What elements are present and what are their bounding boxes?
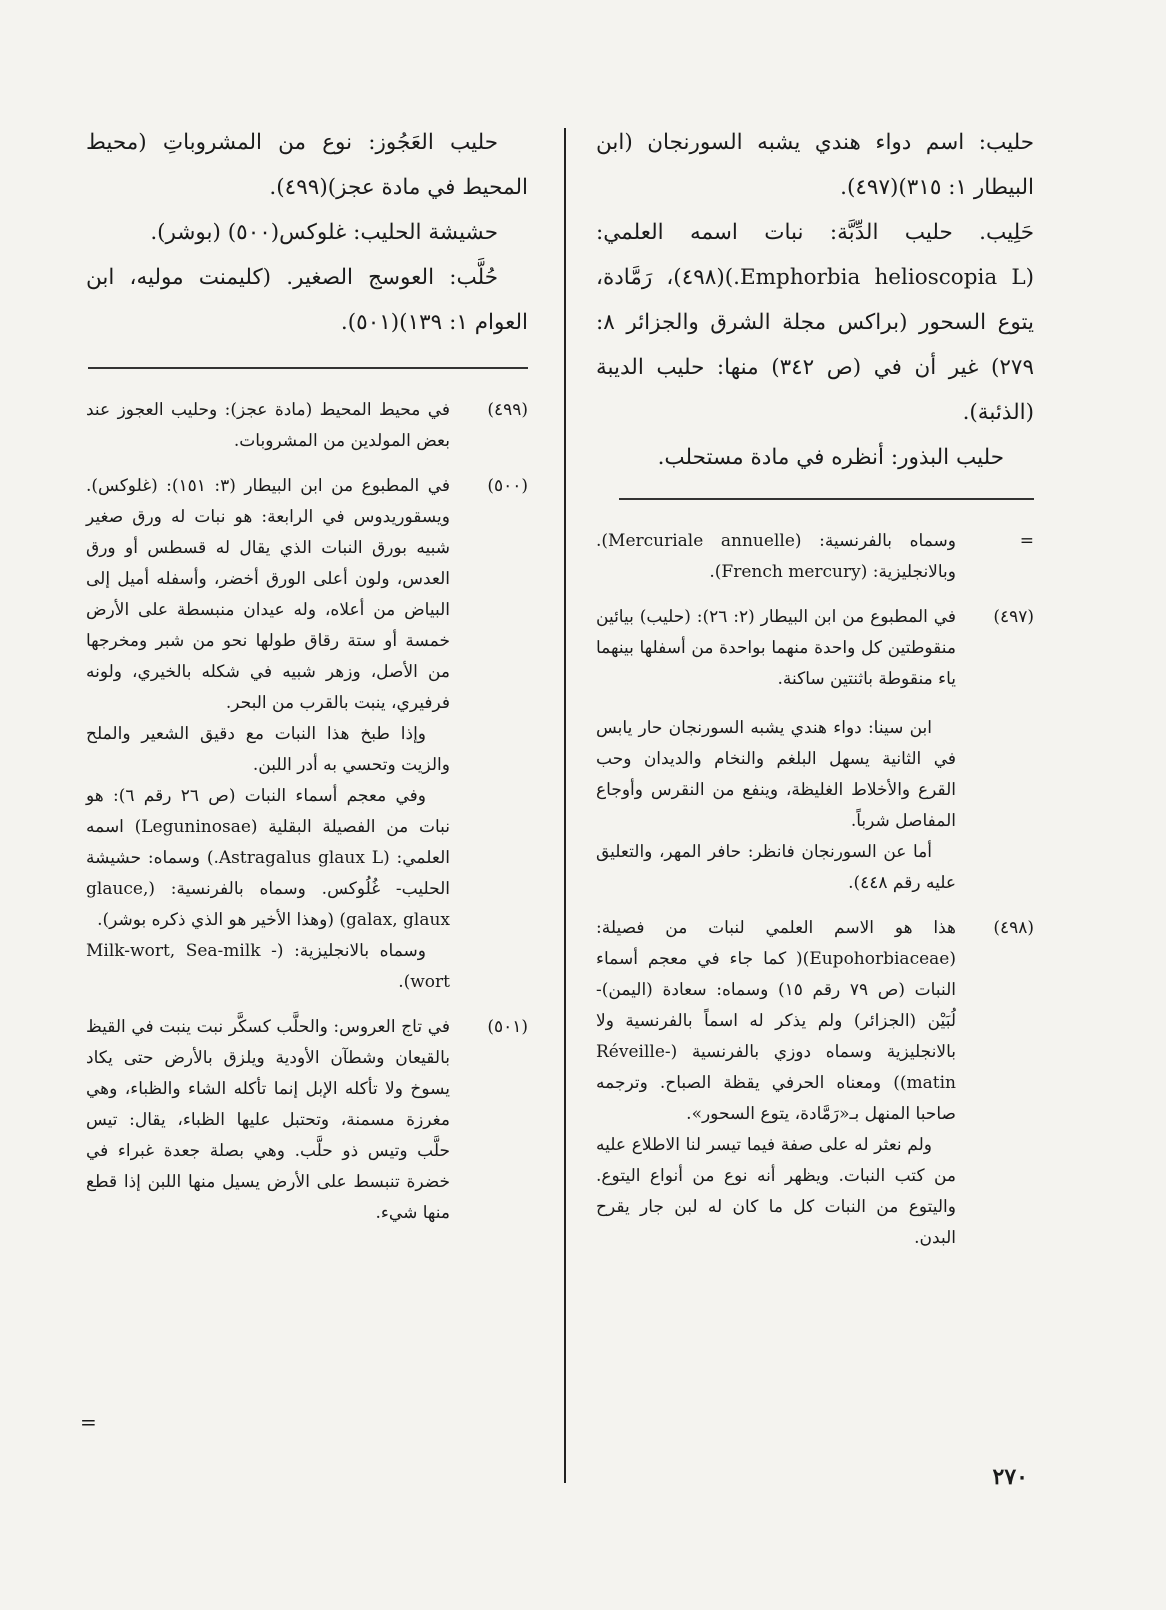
footnote-paragraph: وإذا طبخ هذا النبات مع دقيق الشعير والملح والزيت وتحسي به أدر اللبن. bbox=[86, 724, 450, 775]
footnote-498 bbox=[596, 913, 1034, 1254]
continuation-mark: = bbox=[80, 1410, 97, 1434]
column-divider bbox=[564, 128, 566, 1483]
footnote-separator-right bbox=[619, 498, 1034, 500]
entry-haleeb-al-buthoor: حليب البذور: أنظره في مادة مستحلب. bbox=[657, 445, 1004, 470]
footnote-paragraph: وسماه بالفرنسية: (Mercuriale annuelle). وبالانجليزية: (French mercury). bbox=[596, 531, 956, 582]
footnote-number: (٥٠٠) bbox=[487, 476, 528, 496]
right-footnotes bbox=[596, 526, 1034, 1254]
footnote-paragraph: ولم نعثر له على صفة فيما تيسر لنا الاطلاع عليه من كتب النبات. ويظهر أنه نوع من أنواع اليتوع. واليتوع من النبات كل ما كان له لبن جار يقرح البدن. bbox=[596, 1135, 956, 1248]
right-main-text bbox=[596, 120, 1034, 480]
footnote-paragraph: في تاج العروس: والحلَّب كسكَّر نبت ينبت في القيظ بالقيعان وشطآن الأودية ويلزق بالأرض حتى يكاد يسوخ ولا تأكله الإبل إنما تأكله الشاء والظباء، وهي مغرزة مسمنة، وتحتبل عليها الظباء، يقال: تيس حلَّب وتيس ذو حلَّب. وهي بصلة جعدة غبراء في خضرة تنبسط على الأرض يسيل منها اللبن إذا قطع منها شيء. bbox=[86, 1017, 450, 1223]
footnote-number: (٤٩٨) bbox=[993, 918, 1034, 938]
footnote-paragraph: في المطبوع من ابن البيطار (٢: ٢٦): (حليب) بيائين منقوطتين كل واحدة منهما بواحدة من أسفلها بينهما ياء منقوطة باثنتين ساكنة. bbox=[596, 607, 956, 689]
footnote-paragraph: هذا هو الاسم العلمي لنبات من فصيلة: (Eupohorbiaceae)( كما جاء في معجم أسماء النبات (ص ٧٩ رقم ١٥) وسماه: سعادة (اليمن)- لُبَيْن (الجزائر) ولم يذكر له اسماً بالفرنسية ولا بالانجليزية وسماه دوزي بالفرنسية (Réveille-matin)) ومعناه الحرفي يقظة الصباح. وترجمه صاحبا المنهل بـ«رَمَّادة، يتوع السحور». bbox=[596, 918, 956, 1124]
footnote-500 bbox=[86, 471, 528, 998]
footnote-paragraph: في محيط المحيط (مادة عجز): وحليب العجوز عند بعض المولدين من المشروبات. bbox=[86, 400, 450, 451]
footnote-number: (٤٩٩) bbox=[487, 400, 528, 420]
footnote-499 bbox=[86, 395, 528, 457]
right-column bbox=[596, 120, 1034, 1268]
footnote-number: (٤٩٧) bbox=[993, 607, 1034, 627]
footnote-paragraph: وسماه بالانجليزية: (Milk-wort, Sea-milk -wort). bbox=[86, 941, 450, 992]
entry-haleeb-al-dibba: حَلِيب. حليب الدِّبَّة: نبات اسمه العلمي: (Emphorbia helioscopia L.)(٤٩٨)، رَمَّادة، يتوع السحور (براكس مجلة الشرق والجزائر ٨: ٢٧٩) غير أن في (ص ٣٤٢) منها: حليب الديبة (الذئبة). bbox=[596, 220, 1035, 425]
left-column bbox=[86, 120, 528, 1243]
entry-haleeb-al-ajooz: حليب العَجُوز: نوع من المشروباتِ (محيط المحيط في مادة عجز)(٤٩٩). bbox=[86, 130, 528, 200]
entry-hasheeshat-al-haleeb: حشيشة الحليب: غلوكس(٥٠٠) (بوشر). bbox=[150, 220, 498, 245]
page-number: ٢٧٠ bbox=[992, 1464, 1028, 1490]
footnote-497 bbox=[596, 602, 1034, 899]
left-main-text bbox=[86, 120, 528, 345]
footnote-paragraph: أما عن السورنجان فانظر: حافر المهر، والتعليق عليه رقم ٤٤٨). bbox=[596, 842, 956, 893]
footnote-paragraph: في المطبوع من ابن البيطار (٣: ١٥١): (غلوكس). ويسقوريدوس في الرابعة: هو نبات له ورق صغير شبيه بورق النبات الذي يقال له قسطس أو ورق العدس، ولون أعلى الورق أخضر، وأسفله أميل إلى البياض من أعلاه، وله عيدان منبسطة على الأرض خمسة أو ستة رقاق طولها نحو من شبر ومخرجها من الأصل، وزهر شبيه في شكله بالخيري، ولونه فرفيري، ينبت بالقرب من البحر. bbox=[86, 476, 451, 713]
footnote-paragraph: وفي معجم أسماء النبات (ص ٢٦ رقم ٦): هو نبات من الفصيلة البقلية (Leguninosae) اسمه العلمي: (Astragalus glaux L.) وسماه: حشيشة الحليب- غُلُوكس. وسماه بالفرنسية: (glauce, galax, glaux) (وهذا الأخير هو الذي ذكره بوشر). bbox=[86, 786, 450, 930]
left-footnotes bbox=[86, 395, 528, 1229]
entry-hullab: حُلَّب: العوسج الصغير. (كليمنت موليه، ابن العوام ١: ١٣٩)(٥٠١). bbox=[86, 265, 528, 335]
entry-haleeb: حليب: اسم دواء هندي يشبه السورنجان (ابن البيطار ١: ٣١٥)(٤٩٧). bbox=[596, 130, 1034, 200]
footnote-number: (٥٠١) bbox=[487, 1017, 528, 1037]
footnote-number: = bbox=[1019, 531, 1034, 551]
footnote-separator-left bbox=[88, 367, 528, 369]
footnote-501 bbox=[86, 1012, 528, 1229]
footnote-paragraph: ابن سينا: دواء هندي يشبه السورنجان حار يابس في الثانية يسهل البلغم والنخام والديدان وحب القرع والأخلاط الغليظة، وينفع من النقرس وأوجاع المفاصل شرباً. bbox=[596, 718, 956, 831]
footnote-continuation bbox=[596, 526, 1034, 588]
